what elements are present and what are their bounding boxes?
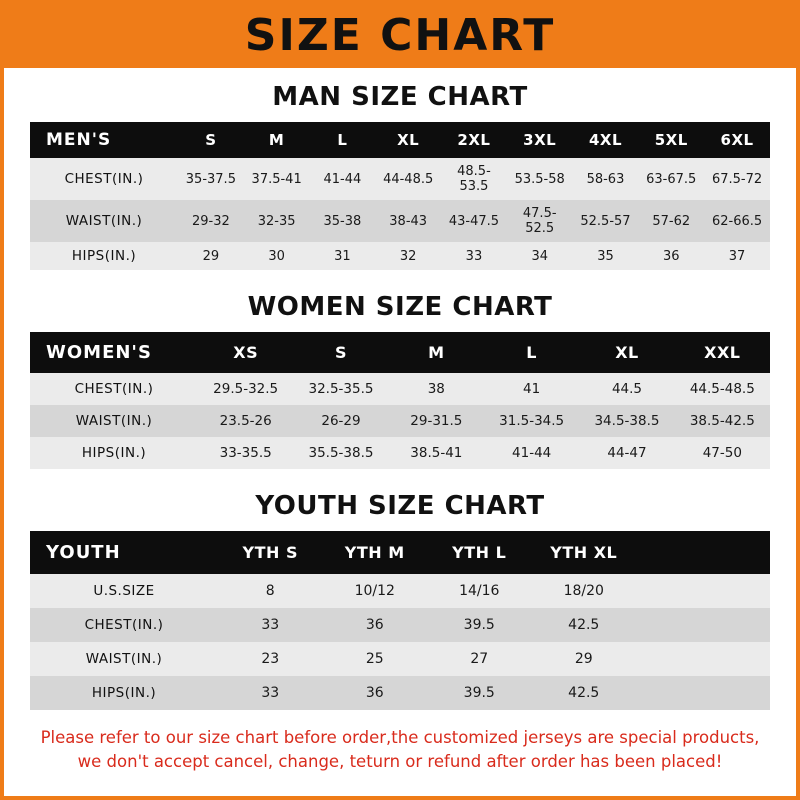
row-label: U.S.SIZE bbox=[93, 583, 155, 599]
cell: 34 bbox=[531, 248, 548, 264]
cell: 29 bbox=[574, 651, 593, 667]
cell: 33 bbox=[261, 617, 280, 633]
header-cell-xxl: XXL bbox=[704, 343, 741, 362]
cell: 33 bbox=[465, 248, 483, 264]
header-cell-label: MEN'S bbox=[46, 130, 112, 150]
header-cell-l: L bbox=[526, 343, 537, 362]
table-row bbox=[30, 200, 770, 242]
cell: 58-63 bbox=[586, 171, 625, 187]
cell-spacer bbox=[636, 642, 770, 676]
cell: 52.5-57 bbox=[580, 213, 631, 229]
cell: 41-44 bbox=[323, 171, 362, 187]
man-section-title: MAN SIZE CHART bbox=[272, 82, 528, 112]
cell: 47-50 bbox=[702, 445, 742, 461]
row-label: WAIST(IN.) bbox=[65, 213, 143, 229]
header-cell-3xl: 3XL bbox=[523, 131, 557, 149]
cell: 27 bbox=[470, 651, 489, 667]
header-cell-s: S bbox=[205, 131, 217, 149]
cell: 31.5-34.5 bbox=[499, 413, 565, 429]
cell: 23.5-26 bbox=[219, 413, 272, 429]
cell: 26-29 bbox=[321, 413, 361, 429]
row-label: HIPS(IN.) bbox=[81, 445, 147, 461]
cell: 42.5 bbox=[568, 617, 600, 633]
cell: 44.5-48.5 bbox=[689, 381, 755, 397]
cell: 39.5 bbox=[463, 617, 495, 633]
cell: 29.5-32.5 bbox=[213, 381, 279, 397]
cell: 35.5-38.5 bbox=[308, 445, 374, 461]
cell: 23 bbox=[261, 651, 280, 667]
header-cell-yth-m: YTH M bbox=[344, 543, 405, 562]
order-note-line2: we don't accept cancel, change, teturn or refund after order has been placed! bbox=[77, 751, 723, 771]
cell: 41-44 bbox=[512, 445, 552, 461]
table-row bbox=[30, 405, 770, 437]
table-header-row bbox=[30, 332, 770, 373]
cell: 29 bbox=[202, 248, 220, 264]
header-cell-6xl: 6XL bbox=[720, 131, 754, 149]
table-row bbox=[30, 437, 770, 469]
cell: 31 bbox=[334, 248, 351, 264]
header-cell-yth-s: YTH S bbox=[242, 543, 298, 562]
cell: 63-67.5 bbox=[646, 171, 697, 187]
cell: 57-62 bbox=[652, 213, 691, 229]
header-cell-m: M bbox=[268, 131, 285, 149]
cell: 39.5 bbox=[463, 685, 495, 701]
cell: 44.5 bbox=[611, 381, 642, 397]
header-cell-label: YOUTH bbox=[46, 542, 121, 563]
cell: 10/12 bbox=[354, 583, 395, 599]
cell: 38.5-42.5 bbox=[689, 413, 755, 429]
cell: 41 bbox=[523, 381, 541, 397]
table-row bbox=[30, 242, 770, 270]
women-section-title: WOMEN SIZE CHART bbox=[247, 292, 553, 322]
cell: 35 bbox=[597, 248, 614, 264]
table-row bbox=[30, 608, 770, 642]
page-title: SIZE CHART bbox=[244, 10, 556, 61]
table-row bbox=[30, 373, 770, 405]
table-row bbox=[30, 676, 770, 710]
cell: 32.5-35.5 bbox=[308, 381, 374, 397]
cell: 38.5-41 bbox=[410, 445, 463, 461]
row-label: HIPS(IN.) bbox=[71, 248, 137, 264]
cell: 44-47 bbox=[607, 445, 647, 461]
cell: 30 bbox=[268, 248, 285, 264]
cell: 62-66.5 bbox=[711, 213, 763, 229]
header-cell-yth-xl: YTH XL bbox=[550, 543, 618, 562]
cell: 37 bbox=[728, 248, 746, 264]
header-cell-s: S bbox=[334, 343, 347, 362]
table-header-row bbox=[30, 122, 770, 158]
cell: 42.5 bbox=[568, 685, 600, 701]
cell: 32 bbox=[399, 248, 417, 264]
cell: 53.5-58 bbox=[514, 171, 565, 187]
cell: 29-31.5 bbox=[410, 413, 463, 429]
cell-spacer bbox=[636, 676, 770, 710]
header-cell-xs: XS bbox=[233, 343, 259, 362]
header-cell-5xl: 5XL bbox=[654, 131, 688, 149]
row-label: CHEST(IN.) bbox=[74, 381, 154, 397]
cell: 37.5-41 bbox=[251, 171, 302, 187]
row-label: HIPS(IN.) bbox=[91, 685, 157, 701]
header-cell-l: L bbox=[337, 131, 348, 149]
header-cell-spacer bbox=[636, 531, 770, 574]
cell: 32-35 bbox=[257, 213, 296, 229]
row-label: WAIST(IN.) bbox=[85, 651, 163, 667]
page-banner bbox=[4, 4, 796, 68]
order-note-line1: Please refer to our size chart before order,the customized jerseys are special products, bbox=[40, 728, 760, 747]
row-label: CHEST(IN.) bbox=[84, 617, 164, 633]
cell: 38 bbox=[427, 381, 445, 397]
cell-spacer bbox=[636, 574, 770, 608]
header-cell-2xl: 2XL bbox=[457, 131, 491, 149]
cell: 36 bbox=[365, 617, 384, 633]
cell: 44-48.5 bbox=[383, 171, 434, 187]
header-cell-yth-l: YTH L bbox=[452, 543, 507, 562]
man-size-table bbox=[30, 122, 770, 270]
chart-content bbox=[4, 82, 796, 774]
cell: 29-32 bbox=[191, 213, 230, 229]
table-row bbox=[30, 574, 770, 608]
cell: 14/16 bbox=[459, 583, 500, 599]
cell: 38-43 bbox=[389, 213, 428, 229]
cell: 8 bbox=[265, 583, 275, 599]
cell-spacer bbox=[636, 608, 770, 642]
cell: 36 bbox=[365, 685, 384, 701]
cell: 48.5-53.5 bbox=[457, 164, 491, 194]
cell: 67.5-72 bbox=[711, 171, 763, 187]
women-size-table bbox=[30, 332, 770, 469]
header-cell-xl: XL bbox=[397, 131, 420, 149]
cell: 47.5-52.5 bbox=[522, 206, 557, 236]
cell: 33 bbox=[261, 685, 280, 701]
row-label: CHEST(IN.) bbox=[64, 171, 144, 187]
header-cell-m: M bbox=[428, 343, 445, 362]
cell: 35-38 bbox=[323, 213, 362, 229]
row-label: WAIST(IN.) bbox=[75, 413, 153, 429]
cell: 34.5-38.5 bbox=[594, 413, 660, 429]
cell: 18/20 bbox=[563, 583, 604, 599]
cell: 43-47.5 bbox=[448, 213, 500, 229]
cell: 33-35.5 bbox=[219, 445, 272, 461]
cell: 35-37.5 bbox=[185, 171, 236, 187]
table-row bbox=[30, 158, 770, 200]
cell: 25 bbox=[365, 651, 384, 667]
header-cell-xl: XL bbox=[615, 343, 639, 362]
table-header-row bbox=[30, 531, 770, 574]
header-cell-4xl: 4XL bbox=[588, 131, 622, 149]
header-cell-label: WOMEN'S bbox=[46, 342, 152, 363]
cell: 36 bbox=[662, 248, 680, 264]
table-row bbox=[30, 642, 770, 676]
youth-section-title: YOUTH SIZE CHART bbox=[255, 491, 545, 521]
youth-size-table bbox=[30, 531, 770, 710]
order-note bbox=[36, 726, 764, 774]
